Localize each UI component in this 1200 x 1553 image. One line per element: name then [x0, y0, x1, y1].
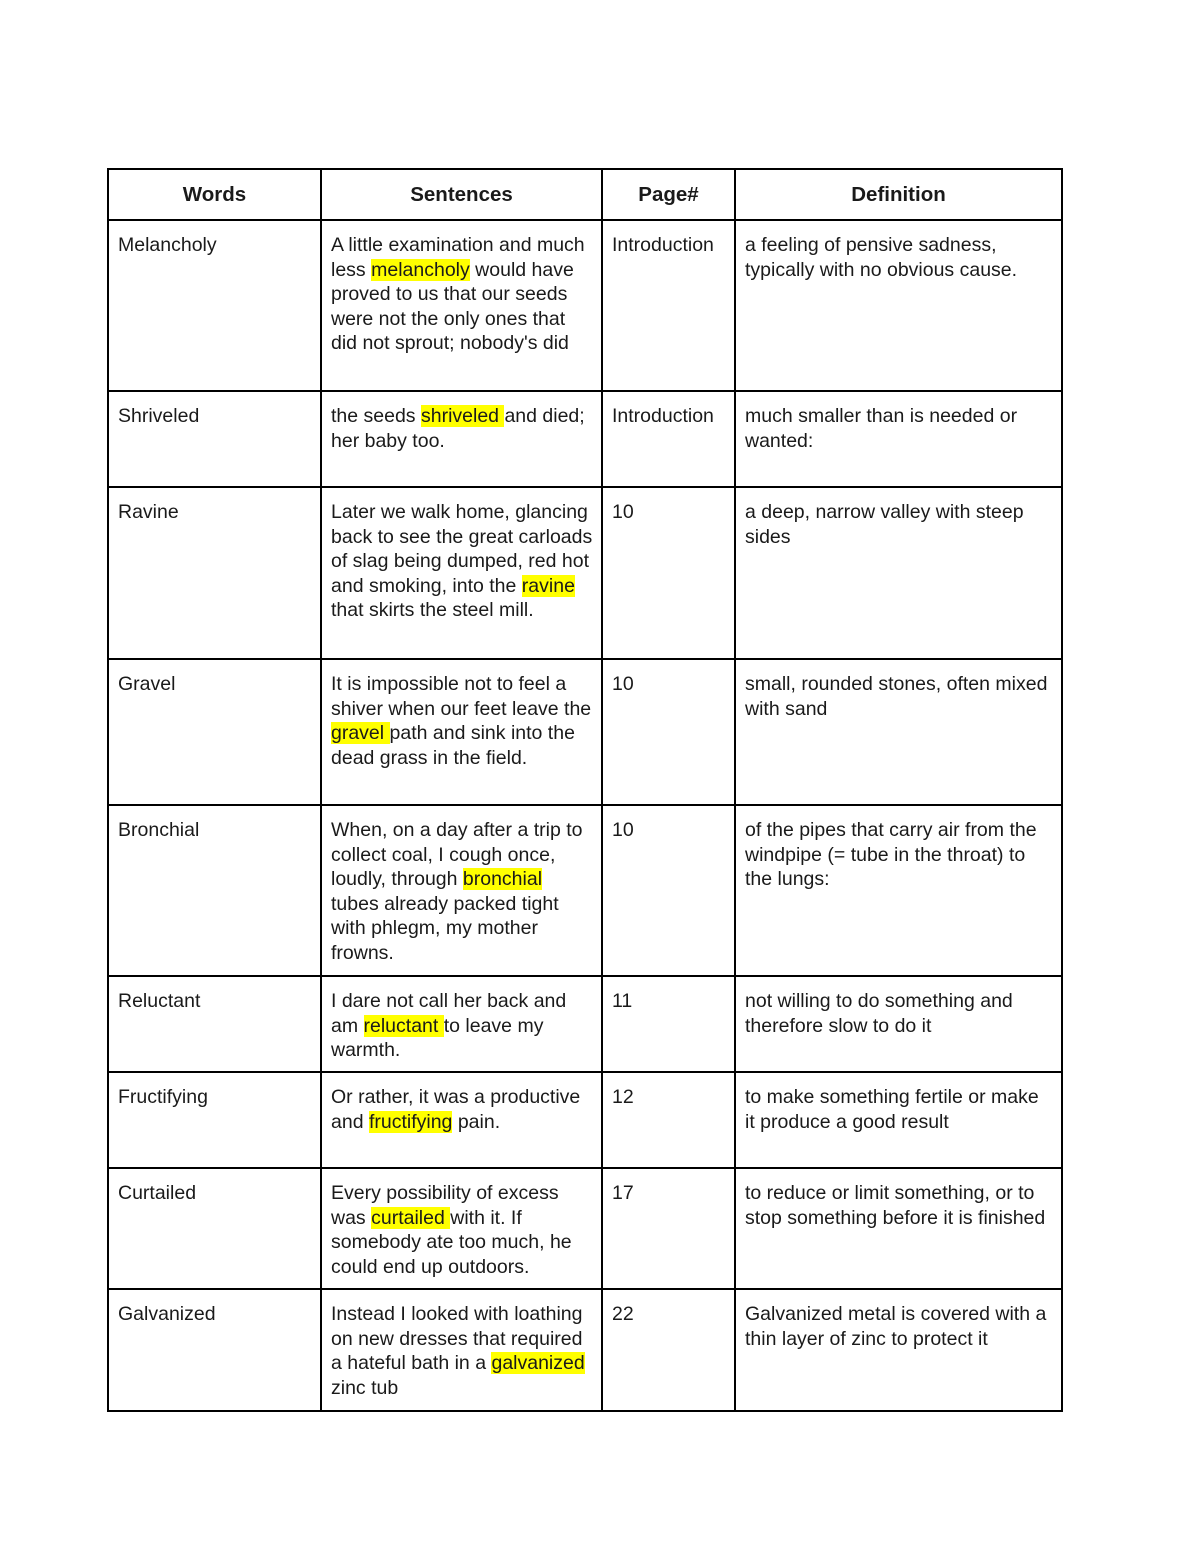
page-cell: 10 [602, 805, 735, 976]
page-cell: 10 [602, 659, 735, 805]
definition-cell: to make something fertile or make it produce a good result [735, 1072, 1062, 1168]
page-cell: 17 [602, 1168, 735, 1289]
header-words: Words [108, 169, 321, 220]
sentence-text: tubes already packed tight with phlegm, my mother frowns. [331, 892, 559, 964]
definition-cell: Galvanized metal is covered with a thin layer of zinc to protect it [735, 1289, 1062, 1411]
table-row [108, 220, 1062, 391]
definition-cell: not willing to do something and therefore slow to do it [735, 976, 1062, 1072]
sentence-text: When, on a day after a trip to collect coal, I cough once, loudly, through [331, 819, 583, 891]
sentence-text: would have proved to us that our seeds were not the only ones that did not sprout; nobody's did [331, 258, 574, 355]
sentence-text: A little examination and much less [331, 234, 585, 281]
page-cell: Introduction [602, 391, 735, 487]
header-page: Page# [602, 169, 735, 220]
table-row [108, 1168, 1062, 1289]
page-cell: 10 [602, 487, 735, 659]
word-cell: Reluctant [108, 976, 321, 1072]
sentence-cell [321, 659, 602, 805]
sentence-cell [321, 391, 602, 487]
definition-cell: a deep, narrow valley with steep sides [735, 487, 1062, 659]
page-cell: Introduction [602, 220, 735, 391]
sentence-text: It is impossible not to feel a shiver when our feet leave the [331, 673, 592, 720]
sentence-text: Later we walk home, glancing back to see the great carloads of slag being dumped, red hot and smoking, into the [331, 501, 593, 597]
sentence-text: with it. If somebody ate too much, he could end up outdoors. [331, 1206, 572, 1278]
table-row [108, 976, 1062, 1072]
highlighted-word: galvanized [491, 1352, 585, 1375]
sentence-text: that skirts the steel mill. [331, 599, 534, 622]
definition-cell: a feeling of pensive sadness, typically with no obvious cause. [735, 220, 1062, 391]
sentence-cell [321, 976, 602, 1072]
definition-cell: small, rounded stones, often mixed with sand [735, 659, 1062, 805]
definition-cell: of the pipes that carry air from the windpipe (= tube in the throat) to the lungs: [735, 805, 1062, 976]
vocabulary-table [107, 168, 1063, 1412]
highlighted-word: gravel [331, 722, 390, 745]
sentence-text: pain. [452, 1110, 501, 1133]
word-cell: Galvanized [108, 1289, 321, 1411]
table-row [108, 1072, 1062, 1168]
page-cell: 22 [602, 1289, 735, 1411]
sentence-text: I dare not call her back and am [331, 990, 567, 1037]
table-row [108, 659, 1062, 805]
table-row [108, 487, 1062, 659]
sentence-cell [321, 1072, 602, 1168]
sentence-text: Or rather, it was a productive and [331, 1086, 581, 1133]
word-cell: Bronchial [108, 805, 321, 976]
sentence-cell [321, 487, 602, 659]
word-cell: Fructifying [108, 1072, 321, 1168]
sentence-text: Every possibility of excess was [331, 1182, 559, 1229]
table-row [108, 805, 1062, 976]
page-cell: 11 [602, 976, 735, 1072]
sentence-text: Instead I looked with loathing on new dresses that required a hateful bath in a [331, 1303, 583, 1375]
word-cell: Curtailed [108, 1168, 321, 1289]
highlighted-word: melancholy [371, 258, 470, 281]
highlighted-word: reluctant [363, 1014, 444, 1037]
sentence-text: zinc tub [331, 1376, 399, 1399]
definition-cell: to reduce or limit something, or to stop something before it is finished [735, 1168, 1062, 1289]
word-cell: Shriveled [108, 391, 321, 487]
word-cell: Gravel [108, 659, 321, 805]
header-row [108, 169, 1062, 220]
sentence-cell [321, 805, 602, 976]
highlighted-word: bronchial [462, 868, 543, 891]
sentence-cell [321, 220, 602, 391]
header-sentences: Sentences [321, 169, 602, 220]
header-definition: Definition [735, 169, 1062, 220]
highlighted-word: curtailed [371, 1206, 451, 1229]
page-cell: 12 [602, 1072, 735, 1168]
sentence-text: to leave my warmth. [331, 1014, 544, 1062]
table-row [108, 391, 1062, 487]
sentence-cell [321, 1289, 602, 1411]
highlighted-word: shriveled [420, 405, 505, 427]
definition-cell: much smaller than is needed or wanted: [735, 391, 1062, 487]
word-cell: Ravine [108, 487, 321, 659]
table-row [108, 1289, 1062, 1411]
highlighted-word: ravine [521, 574, 575, 597]
sentence-text: and died; her baby too. [331, 405, 585, 452]
highlighted-word: fructifying [368, 1110, 453, 1133]
sentence-cell [321, 1168, 602, 1289]
word-cell: Melancholy [108, 220, 321, 391]
sentence-text: path and sink into the dead grass in the field. [331, 722, 575, 769]
sentence-text: the seeds [331, 405, 421, 427]
